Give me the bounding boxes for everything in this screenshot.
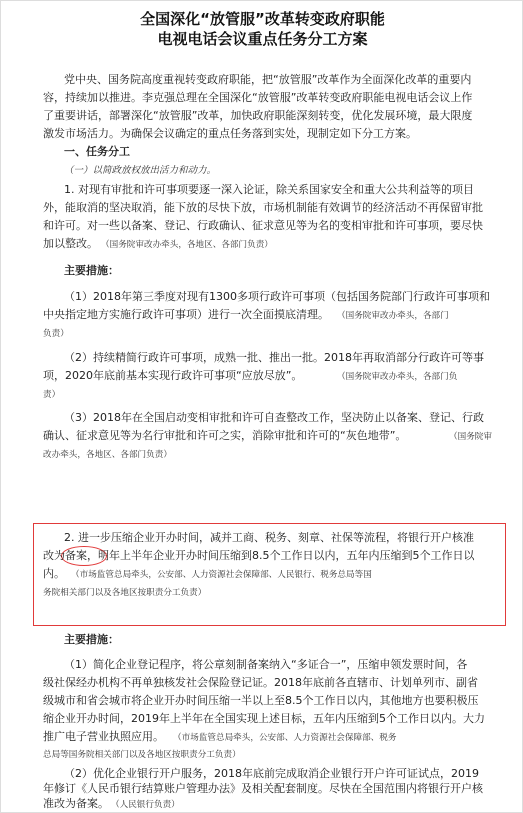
measures-heading: 主要措施： (64, 264, 119, 277)
measure-line: 年修订《人民币银行结算账户管理办法》及相关配套制度。尽快在全国范围内将银行开户核 (43, 782, 483, 795)
measure-line: （2）持续精简行政许可事项，成熟一批、推出一批。2018年再取消部分行政许可等事 (64, 351, 484, 364)
intro-line: 党中央、国务院高度重视转变政府职能，把“放管服”改革作为全面深化改革的重要内 (64, 73, 472, 86)
item2-line: 改为备案，明年上半年企业开办时间压缩到8.5个工作日以内，五年内压缩到5个工作日以 (43, 549, 475, 562)
item2-responsibility: （市场监管总局牵头，公安部、人力资源社会保障部、人民银行、税务总局等国 (71, 570, 372, 580)
item1-line: 外，能取消的坚决取消，能下放的尽快下放，市场机制能有效调节的经济活动不再保留审批 (43, 201, 483, 214)
subsection-heading: （一）以简政放权放出活力和动力。 (64, 165, 217, 176)
measure-line: 中央指定地方实施行政许可事项）进行一次全面摸底清理。 (43, 308, 329, 321)
measure-line: 准改为备案。 (43, 797, 109, 810)
measure-responsibility: 总局等国务院相关部门以及各地区按职责分工负责） (43, 750, 241, 760)
document-title-line2: 电视电话会议重点任务分工方案 (157, 30, 368, 48)
measure-line: 级城市和省会城市将企业开办时间压缩一半以上至8.5个工作日以内，其他地方也要积极压 (43, 694, 479, 707)
measure-line: （1）简化企业登记程序，将公章刻制备案纳入“多证合一”，压缩申领发票时间，各 (64, 658, 468, 671)
intro-line: 容，持续加以推进。李克强总理在全国深化“放管服”改革转变政府职能电视电话会议上作 (43, 91, 473, 104)
measures-heading: 主要措施： (64, 633, 119, 646)
item2-responsibility: 务院相关部门以及各地区按职责分工负责） (43, 588, 207, 598)
document-title-line1: 全国深化“放管服”改革转变政府职能 (140, 10, 385, 28)
measure-line: 级社保经办机构不再单独核发社会保险登记证。2018年底前各直辖市、计划单列市、副省 (43, 676, 478, 689)
intro-line: 激发市场活力。为确保会议确定的重点任务落到实处，现制定如下分工方案。 (43, 127, 417, 140)
item1-responsibility: （国务院审改办牵头，各地区、各部门负责） (101, 240, 273, 250)
measure-line: （3）2018年在全国启动变相审批和许可自查整改工作，坚决防止以备案、登记、行政 (64, 411, 484, 424)
measure-responsibility: 改办牵头，各地区、各部门负责） (43, 450, 172, 460)
measure-line: 缩企业开办时间，2019年上半年在全国实现上述目标，五年内压缩到5个工作日以内。大力 (43, 712, 485, 725)
measure-responsibility: （国务院审改办牵头，各部门负 (337, 372, 458, 382)
measure-responsibility: （人民银行负责） (111, 800, 180, 810)
item1-line: 和许可。对一些以备案、登记、行政确认、征求意见等为名的变相审批和许可事项，要尽快 (43, 219, 483, 232)
measure-line: 推广电子营业执照应用。 (43, 730, 164, 743)
measure-responsibility: 负责） (43, 329, 69, 339)
item2-line: 内。 (43, 567, 65, 580)
measure-line: 确认、征求意见等为名行审批和许可之实，消除审批和许可的“灰色地带”。 (43, 429, 407, 442)
measure-responsibility: （国务院审改办牵头，各部门 (337, 311, 449, 321)
measure-responsibility: （国务院审 (449, 432, 492, 442)
section-heading: 一、任务分工 (64, 145, 130, 158)
measure-responsibility: 责） (43, 390, 61, 400)
item2-line: 2. 进一步压缩企业开办时间，减并工商、税务、刻章、社保等流程，将银行开户核准 (64, 531, 474, 544)
item1-line: 1. 对现有审批和许可事项要逐一深入论证，除关系国家安全和重大公共利益等的项目 (64, 183, 474, 196)
measure-line: （1）2018年第三季度对现有1300多项行政许可事项（包括国务院部门行政许可事项和 (64, 290, 490, 303)
intro-line: 了重要讲话，部署深化“放管服”改革，加快政府职能深刻转变，优化发展环境，最大限度 (43, 109, 473, 122)
measure-line: 项，2020年底前基本实现行政许可事项“应放尽放”。 (43, 369, 303, 382)
item1-line: 加以整改。 (43, 237, 98, 250)
measure-line: （2）优化企业银行开户服务，2018年底前完成取消企业银行开户许可证试点，2019 (64, 767, 479, 780)
measure-responsibility: （市场监管总局牵头，公安部、人力资源社会保障部、税务 (173, 733, 397, 743)
